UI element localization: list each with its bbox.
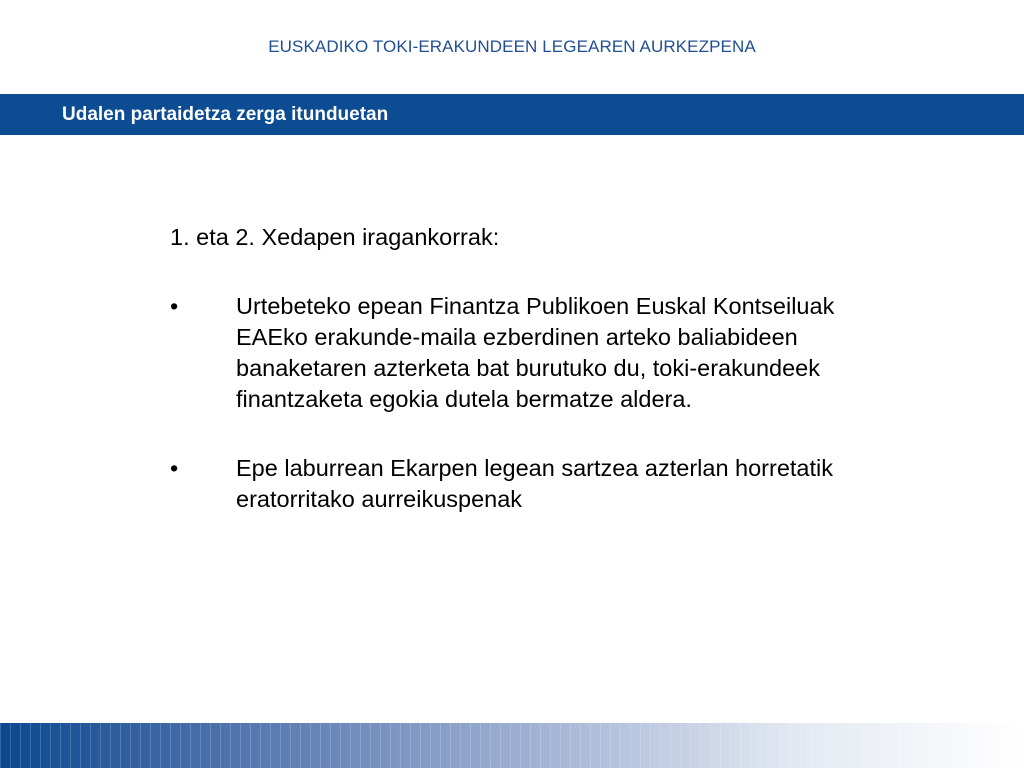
slide-content (170, 222, 890, 553)
bottom-gradient-bar (0, 723, 1024, 768)
presentation-title: EUSKADIKO TOKI-ERAKUNDEEN LEGEAREN AURKEZPENA (268, 37, 756, 56)
section-header-band (0, 94, 1024, 135)
bullet-text: Epe laburrean Ekarpen legean sartzea azterlan horretatik eratorritako aurreikuspenak (236, 455, 834, 512)
bullet-item (170, 291, 890, 415)
bullet-text: Urtebeteko epean Finantza Publikoen Euskal Kontseiluak EAEko erakunde-maila ezberdinen arteko baliabideen banaketaren azterketa bat burutuko du, toki-erakundeek finantzaketa egokia dutela bermatze aldera. (236, 293, 835, 412)
bullet-dot: • (170, 455, 179, 481)
bullet-dot: • (170, 293, 179, 319)
section-title: Udalen partaidetza zerga itunduetan (62, 104, 389, 125)
bullet-item (170, 453, 890, 515)
intro-text: 1. eta 2. Xedapen iragankorrak: (170, 224, 500, 250)
